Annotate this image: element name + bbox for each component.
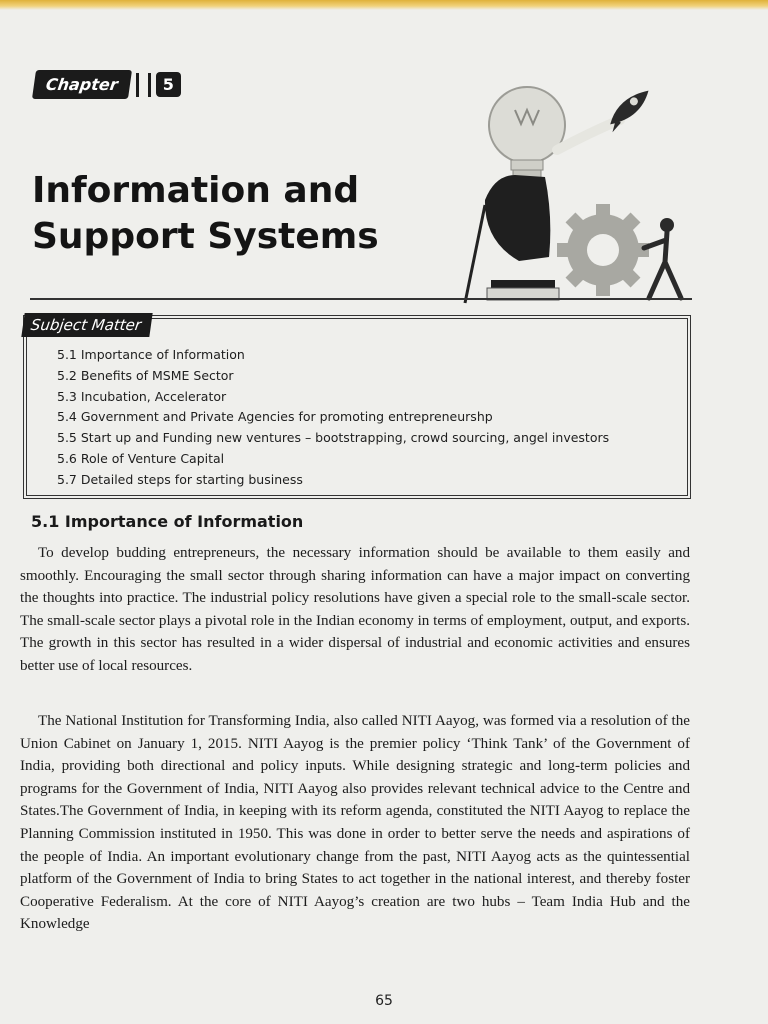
subject-matter-box <box>26 318 688 496</box>
chapter-tag <box>34 70 181 99</box>
subject-item: 5.6 Role of Venture Capital <box>57 450 225 466</box>
chapter-number: 5 <box>156 72 181 97</box>
rocket-trail <box>557 120 620 150</box>
subject-item: 5.5 Start up and Funding new ventures – bootstrapping, crowd sourcing, angel investors <box>57 430 610 446</box>
top-accent-band <box>0 0 768 10</box>
lightbulb-icon <box>489 87 565 178</box>
subject-item: 5.1 Importance of Information <box>57 347 245 362</box>
gear-icon <box>557 204 649 296</box>
chapter-label: Chapter <box>32 70 132 99</box>
page-title <box>32 168 379 260</box>
subject-matter-label: Subject Matter <box>21 313 153 337</box>
page-number: 65 <box>375 993 393 1009</box>
body-paragraph: The National Institution for Transforming India, also called NITI Aayog, was formed via a resolution of the Union Cabinet on January 1, 2015. NITI Aayog is the premier policy ‘Think Tank’ of the Government of India, providing both directional and policy inputs. While designing strategic and long-term policies and programs for the Government of India, NITI Aayog also provides relevant technical advice to the Centre and States.The Government of India, in keeping with its reform agenda, constituted the NITI Aayog to replace the Planning Commission instituted in 1950. This was done in order to better serve the needs and aspirations of the people of India. An important evolutionary change from the past, NITI Aayog acts as the quintessential platform of the Government of India to bring States to act together in the national interest, and thereby foster Cooperative Federalism. At the core of NITI Aayog’s creation are two hubs – Team India Hub and the Knowledge <box>20 713 690 933</box>
chapter-illustration <box>445 80 700 308</box>
title-line-1: Information and <box>32 170 360 211</box>
title-line-2: Support Systems <box>32 216 379 257</box>
body-paragraph: To develop budding entrepreneurs, the necessary information should be available to them easily and smoothly. Encouraging the small sector through sharing information can have a major impact on converting the thoughts into practice. The industrial policy resolutions have given a special role to the small-scale sector. The small-scale sector plays a pivotal role in the Indian economy in terms of employment, output, and exports. The growth in this sector has resulted in a wider dispersal of industrial and economic activities and ensures better use of local resources. <box>20 545 690 674</box>
subject-matter-list <box>57 345 609 491</box>
chapter-divider <box>136 73 151 97</box>
title-rule <box>30 298 692 300</box>
subject-item: 5.4 Government and Private Agencies for promoting entrepreneurshp <box>57 409 493 425</box>
subject-item: 5.2 Benefits of MSME Sector <box>57 367 234 383</box>
person-pushing-icon <box>644 218 681 298</box>
subject-item: 5.3 Incubation, Accelerator <box>57 388 227 404</box>
subject-item: 5.7 Detailed steps for starting business <box>57 471 303 487</box>
section-heading: 5.1 Importance of Information <box>31 512 304 531</box>
hand-icon <box>465 175 559 303</box>
